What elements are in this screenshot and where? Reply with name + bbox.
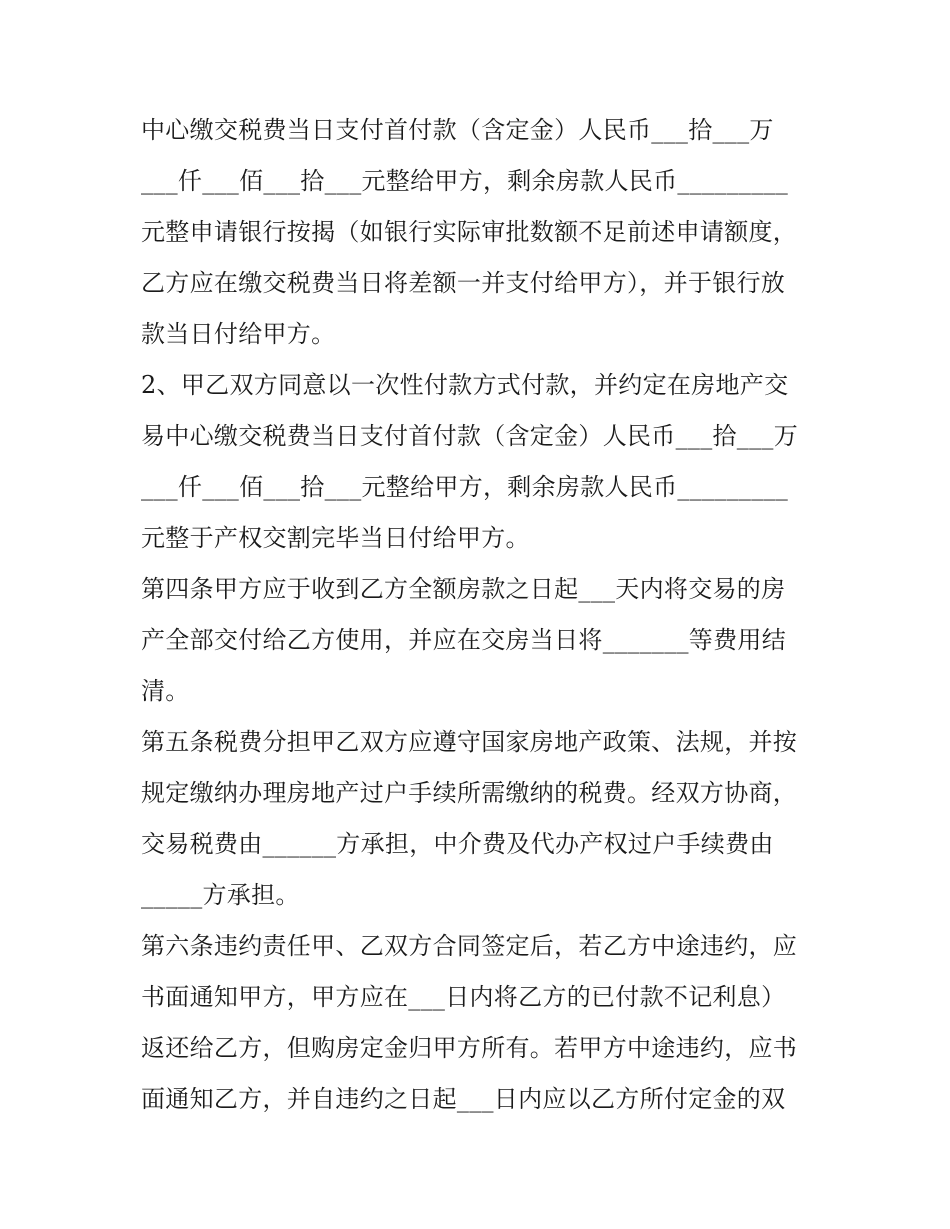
text-line: 产全部交付给乙方使用，并应在交房当日将_______等费用结 (141, 626, 786, 654)
text-line: 元整于产权交割完毕当日付给甲方。 (141, 524, 530, 552)
text-line: 交易税费由______方承担，中介费及代办产权过户手续费由 (141, 830, 774, 858)
text-line: 第五条税费分担甲乙双方应遵守国家房地产政策、法规，并按 (141, 728, 798, 756)
text-line: _____方承担。 (141, 881, 300, 909)
text-line: 乙方应在缴交税费当日将差额一并支付给甲方），并于银行放 (141, 269, 786, 297)
text-line: 清。 (141, 677, 190, 705)
text-line: 2、甲乙双方同意以一次性付款方式付款，并约定在房地产交 (141, 371, 789, 399)
text-line: 面通知乙方，并自违约之日起___日内应以乙方所付定金的双 (141, 1085, 786, 1113)
text-line: 第六条违约责任甲、乙双方合同签定后，若乙方中途违约，应 (141, 932, 798, 960)
text-line: ___仟___佰___拾___元整给甲方，剩余房款人民币_________ (141, 473, 789, 501)
contract-text (141, 105, 821, 1125)
text-line: 返还给乙方，但购房定金归甲方所有。若甲方中途违约，应书 (141, 1034, 798, 1062)
text-line: 元整申请银行按揭（如银行实际审批数额不足前述申请额度， (141, 218, 798, 246)
text-line: 书面通知甲方，甲方应在___日内将乙方的已付款不记利息） (141, 983, 786, 1011)
text-line: 中心缴交税费当日支付首付款（含定金）人民币___拾___万 (141, 116, 774, 144)
text-line: 第四条甲方应于收到乙方全额房款之日起___天内将交易的房 (141, 575, 786, 603)
text-line: ___仟___佰___拾___元整给甲方，剩余房款人民币_________ (141, 167, 789, 195)
text-line: 易中心缴交税费当日支付首付款（含定金）人民币___拾___万 (141, 422, 798, 450)
text-line: 款当日付给甲方。 (141, 320, 336, 348)
text-line: 规定缴纳办理房地产过户手续所需缴纳的税费。经双方协商， (141, 779, 798, 807)
